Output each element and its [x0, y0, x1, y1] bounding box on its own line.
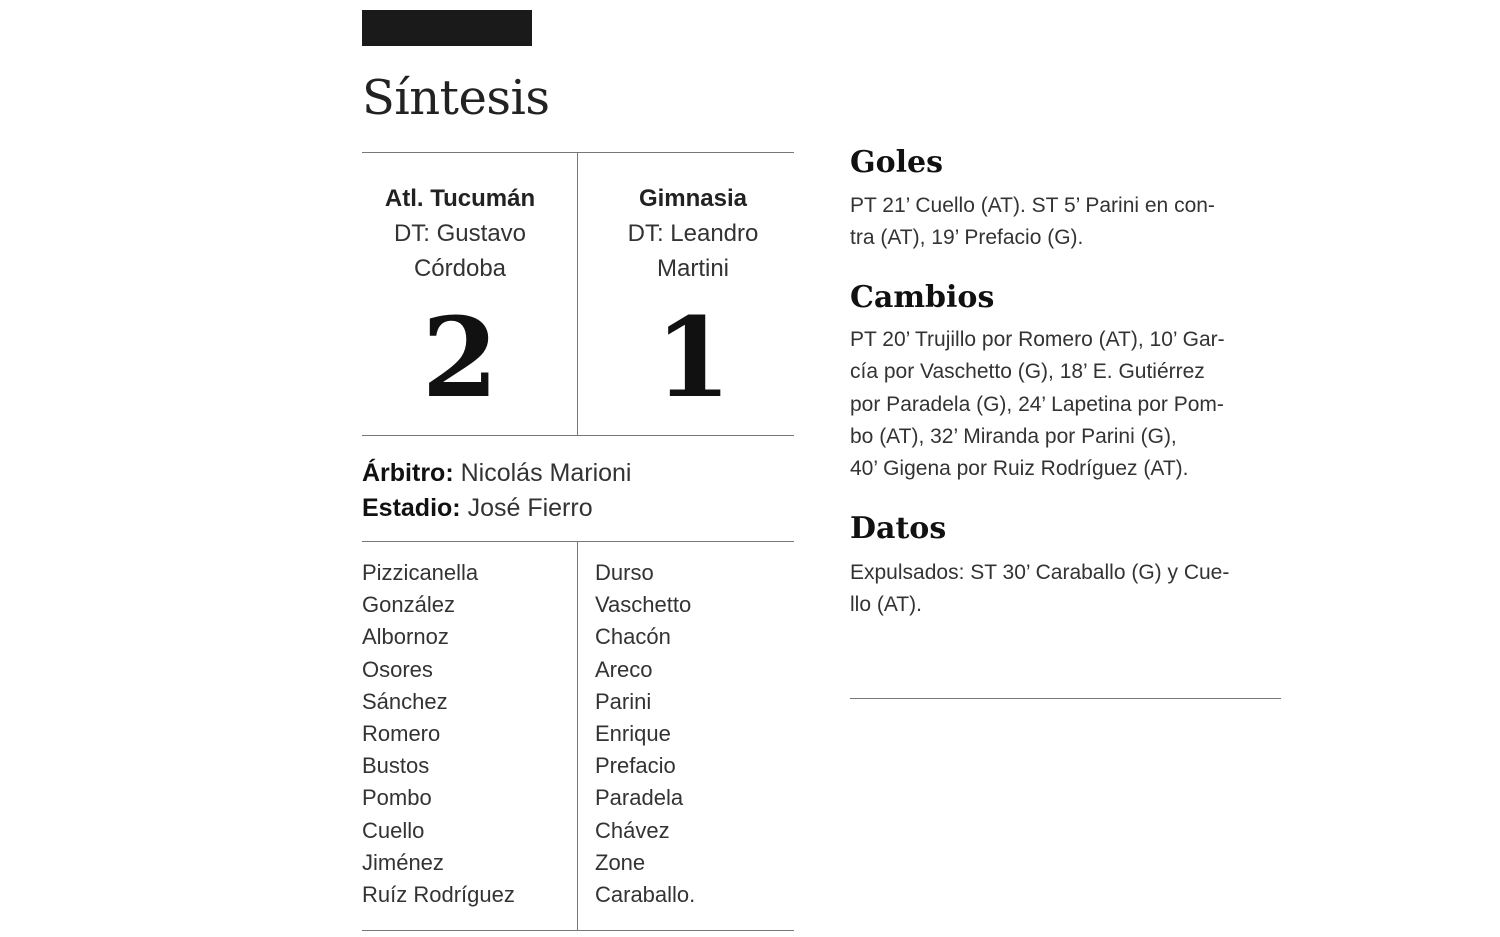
away-player: Prefacio — [595, 753, 676, 779]
home-team-name: Atl. Tucumán — [384, 185, 536, 212]
cambios-line: cía por Vaschetto (G), 18’ E. Gutiérrez — [850, 360, 1205, 384]
away-player: Vaschetto — [595, 592, 692, 618]
away-player: Chacón — [595, 624, 671, 650]
home-team-score: 2 — [421, 293, 499, 422]
home-player: González — [362, 592, 455, 618]
right-column-bottom-rule — [850, 698, 1281, 699]
stadium-line — [362, 491, 593, 526]
goles-line: PT 21’ Cuello (AT). ST 5’ Parini en con- — [850, 194, 1215, 217]
cambios-line: bo (AT), 32’ Miranda por Parini (G), — [850, 424, 1177, 448]
home-lineup — [362, 557, 515, 911]
home-team-coach-line2: Córdoba — [413, 255, 507, 282]
home-player: Bustos — [362, 753, 430, 779]
section-tag-bar — [362, 10, 532, 46]
datos-line: llo (AT). — [850, 593, 922, 617]
referee-value: Nicolás Marioni — [453, 459, 632, 487]
away-player: Parini — [595, 688, 652, 714]
away-player: Caraballo. — [595, 882, 696, 908]
stadium-value: José Fierro — [460, 494, 593, 522]
away-team-score: 1 — [654, 293, 732, 422]
home-player: Osores — [362, 656, 433, 682]
cambios-line: por Paradela (G), 24’ Lapetina por Pom- — [850, 392, 1224, 416]
cambios-line: 40’ Gigena por Ruiz Rodríguez (AT). — [850, 457, 1189, 481]
home-player: Pombo — [362, 785, 432, 811]
goles-title: Goles — [850, 145, 944, 180]
away-player: Paradela — [595, 785, 684, 811]
stadium-label: Estadio: — [362, 494, 461, 522]
referee-label: Árbitro: — [362, 459, 454, 487]
page-title: Síntesis — [362, 70, 550, 126]
away-lineup — [595, 557, 695, 911]
away-player: Durso — [595, 560, 654, 585]
score-divider — [577, 152, 578, 436]
datos-body — [850, 557, 1290, 622]
home-team — [362, 181, 558, 422]
home-player: Albornoz — [362, 624, 449, 650]
away-player: Zone — [595, 849, 646, 875]
lineup-divider — [577, 541, 578, 931]
score-top-rule — [362, 152, 794, 153]
goles-body — [850, 190, 1290, 255]
lineup-bottom-rule — [362, 930, 794, 931]
home-player: Romero — [362, 721, 441, 747]
away-player: Enrique — [595, 721, 671, 747]
home-player: Jiménez — [362, 849, 444, 875]
home-player: Cuello — [362, 817, 425, 843]
away-team-coach-line1: DT: Leandro — [627, 220, 759, 247]
home-player: Ruíz Rodríguez — [362, 882, 515, 908]
away-team-name: Gimnasia — [638, 185, 748, 212]
home-team-coach-line1: DT: Gustavo — [393, 220, 527, 247]
away-team — [595, 181, 791, 422]
datos-line: Expulsados: ST 30’ Caraballo (G) y Cue- — [850, 561, 1230, 584]
away-player: Areco — [595, 656, 653, 682]
away-team-coach-line2: Martini — [656, 255, 729, 282]
cambios-line: PT 20’ Trujillo por Romero (AT), 10’ Gar- — [850, 328, 1225, 351]
lineup-top-rule — [362, 541, 794, 542]
cambios-body — [850, 324, 1290, 485]
score-bottom-rule — [362, 435, 794, 436]
referee-line — [362, 456, 632, 491]
home-player: Sánchez — [362, 688, 448, 714]
away-player: Chávez — [595, 817, 670, 843]
cambios-title: Cambios — [850, 280, 995, 315]
home-player: Pizzicanella — [362, 560, 479, 585]
goles-line: tra (AT), 19’ Prefacio (G). — [850, 226, 1084, 250]
datos-title: Datos — [850, 511, 947, 546]
